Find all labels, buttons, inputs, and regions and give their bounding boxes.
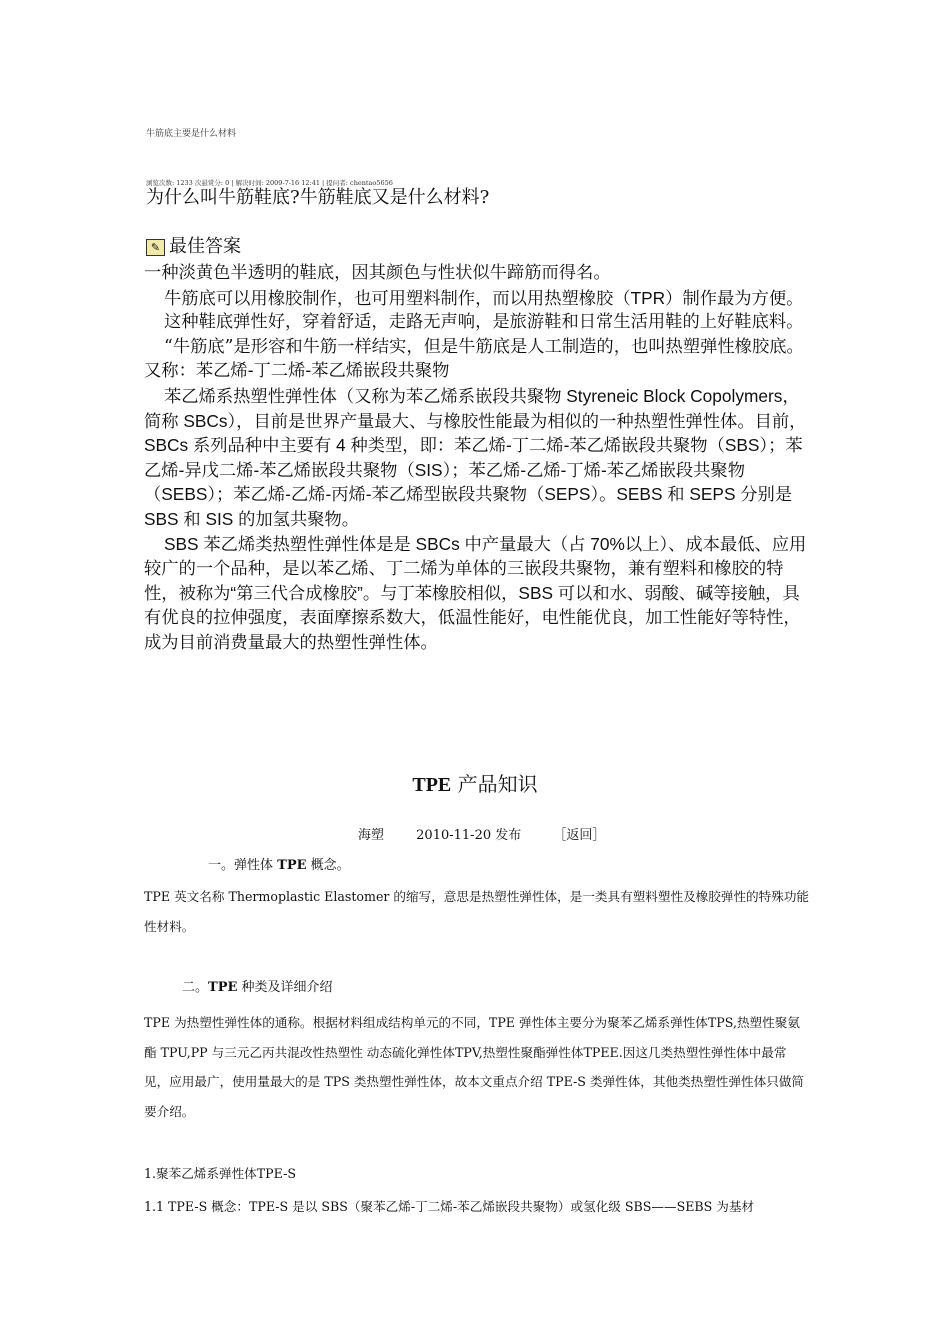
best-answer-icon: ✎ <box>146 239 165 256</box>
back-link[interactable]: ［返回］ <box>553 828 606 843</box>
section-2-bold: TPE <box>208 980 238 995</box>
answer-paragraph: SBS 苯乙烯类热塑性弹性体是是 SBCs 中产量最大（占 70%以上）、成本最低、应用较广的一个品种，是以苯乙烯、丁二烯为单体的三嵌段共聚物，兼有塑料和橡胶的特性，被称为“第三代合成橡胶”。与丁苯橡胶相似，SBS 可以和水、弱酸、碱等接触，具有优良的拉伸强度，表面摩擦系数大，低温性能好，电性能优良，加工性能好等特性，成为目前消费量最大的热塑性弹性体。 <box>144 533 807 652</box>
sub-heading: 1.聚苯乙烯系弹性体TPE-S <box>144 1166 296 1181</box>
best-answer-label: 最佳答案 <box>169 236 241 257</box>
answer-paragraph: 苯乙烯系热塑性弹性体（又称为苯乙烯系嵌段共聚物 Styreneic Block Copolymers，简称 SBCs），目前是世界产量最大、与橡胶性能最为相似的一种热塑性弹性体。目前，SBCs 系列品种中主要有 4 种类型，即：苯乙烯-丁二烯-苯乙烯嵌段共聚物（SBS）；苯乙烯-异戊二烯-苯乙烯嵌段共聚物（SIS）；苯乙烯-乙烯-丁烯-苯乙烯嵌段共聚物（SEBS）；苯乙烯-乙烯-丙烯-苯乙烯型嵌段共聚物（SEPS）。SEBS 和 SEPS 分别是 SBS 和 SIS 的加氢共聚物。 <box>144 385 807 529</box>
section-2-suffix: 种类及详细介绍 <box>237 980 333 995</box>
best-answer-heading <box>146 236 241 258</box>
answer-paragraph: 这种鞋底弹性好，穿着舒适，走路无声响，是旅游鞋和日常生活用鞋的上好鞋底料。 <box>164 312 804 333</box>
section-1-suffix: 概念。 <box>306 858 350 873</box>
section-2-prefix: 二。 <box>182 980 209 995</box>
answer-paragraph: “牛筋底”是形容和牛筋一样结实，但是牛筋底是人工制造的，也叫热塑弹性橡胶底。又称：苯乙烯-丁二烯-苯乙烯嵌段共聚物 <box>144 336 804 382</box>
section-1-body: TPE 英文名称 Thermoplastic Elastomer 的缩写，意思是热塑性弹性体，是一类具有塑料塑性及橡胶弹性的特殊功能性材料。 <box>144 889 810 934</box>
article-title <box>0 768 950 797</box>
question-meta: 浏览次数: 1233 次悬赏分: 0 | 解决时间: 2009-7-16 12:41 | 提问者: chentao5656 <box>146 179 393 187</box>
article-publish-line <box>358 824 605 843</box>
sub-item: 1.1 TPE-S 概念：TPE-S 是以 SBS（聚苯乙烯-丁二烯-苯乙烯嵌段共聚物）或氢化级 SBS——SEBS 为基材 <box>144 1199 755 1214</box>
article-title-bold: TPE <box>412 774 452 796</box>
article-author: 海塑 <box>358 828 385 843</box>
article-title-rest: 产品知识 <box>451 772 538 796</box>
section-2-body: TPE 为热塑性弹性体的通称。根据材料组成结构单元的不同，TPE 弹性体主要分为聚苯乙烯系弹性体TPS,热塑性聚氨酯 TPU,PP 与三元乙丙共混改性热塑性 动态硫化弹性体TPV,热塑性聚酯弹性体TPEE.因这几类热塑性弹性体中最常见，应用最广，使用量最大的是 TPS 类热塑性弹性体，故本文重点介绍 TPE-S 类弹性体，其他类热塑性弹性体只做简要介绍。 <box>144 1015 805 1119</box>
best-answer-body <box>144 261 812 655</box>
answer-paragraph: 牛筋底可以用橡胶制作，也可用塑料制作，而以用热塑橡胶（TPR）制作最为方便。 <box>164 287 804 308</box>
question-title: 为什么叫牛筋鞋底?牛筋鞋底又是什么材料? <box>146 187 490 208</box>
document-small-title: 牛筋底主要是什么材料 <box>146 129 237 139</box>
section-1-heading <box>208 854 350 873</box>
section-1-bold: TPE <box>277 858 307 873</box>
section-1-prefix: 一。弹性体 <box>208 858 278 873</box>
section-2-heading <box>182 976 333 995</box>
answer-paragraph: 一种淡黄色半透明的鞋底，因其颜色与性状似牛蹄筋而得名。 <box>144 263 611 283</box>
article-date: 2010-11-20 发布 <box>416 828 522 843</box>
